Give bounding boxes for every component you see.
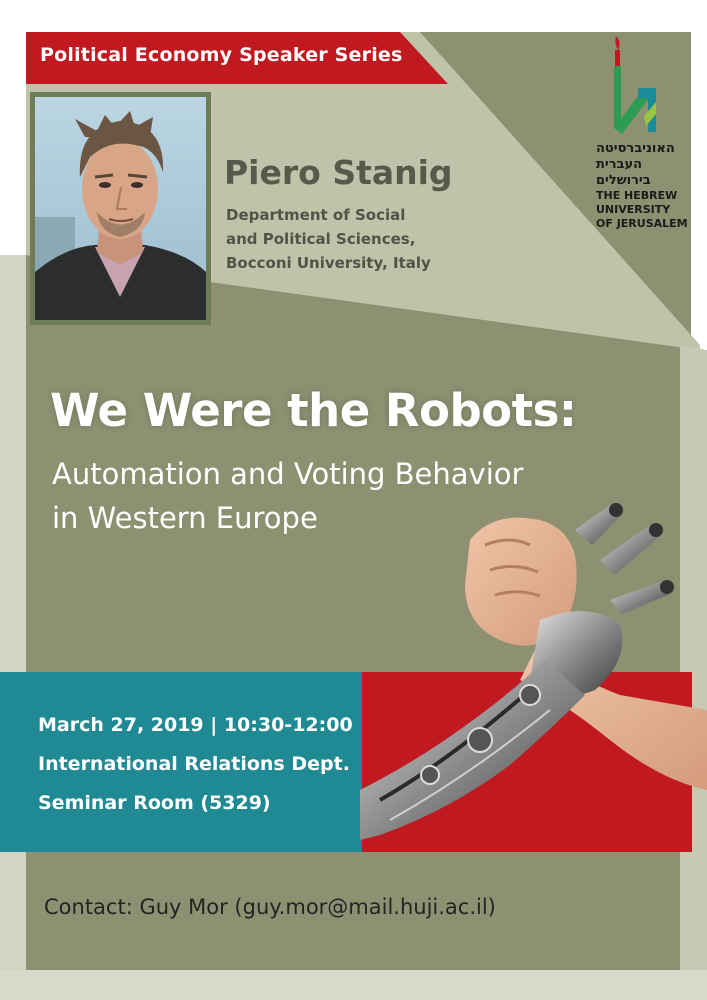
event-details: [38, 706, 353, 823]
institution-name: [596, 141, 701, 231]
subtitle-line: Automation and Voting Behavior: [52, 457, 524, 491]
robot-arm-wrestling-image: [360, 490, 707, 860]
affiliation-line: Department of Social: [226, 206, 406, 224]
portrait-image: [35, 97, 206, 320]
english-line: UNIVERSITY: [596, 203, 671, 216]
talk-title: We Were the Robots:: [50, 384, 577, 437]
speaker-photo: [30, 92, 211, 325]
speaker-name: Piero Stanig: [224, 153, 453, 192]
event-room: Seminar Room (5329): [38, 792, 271, 814]
hebrew-line: העברית: [596, 157, 643, 172]
speaker-affiliation: [226, 203, 431, 275]
english-line: OF JERUSALEM: [596, 217, 688, 230]
affiliation-line: Bocconi University, Italy: [226, 254, 431, 272]
event-place: International Relations Dept.: [38, 753, 350, 775]
event-date-time: March 27, 2019 | 10:30-12:00: [38, 714, 353, 736]
hebrew-line: האוניברסיטה: [596, 141, 675, 156]
contact-info: Contact: Guy Mor (guy.mor@mail.huji.ac.il): [44, 895, 496, 919]
english-line: THE HEBREW: [596, 189, 678, 202]
flame-icon: [615, 36, 619, 50]
subtitle-line: in Western Europe: [52, 501, 318, 535]
hebrew-line: בירושלים: [596, 173, 651, 188]
series-title: Political Economy Speaker Series: [40, 44, 403, 66]
affiliation-line: and Political Sciences,: [226, 230, 416, 248]
